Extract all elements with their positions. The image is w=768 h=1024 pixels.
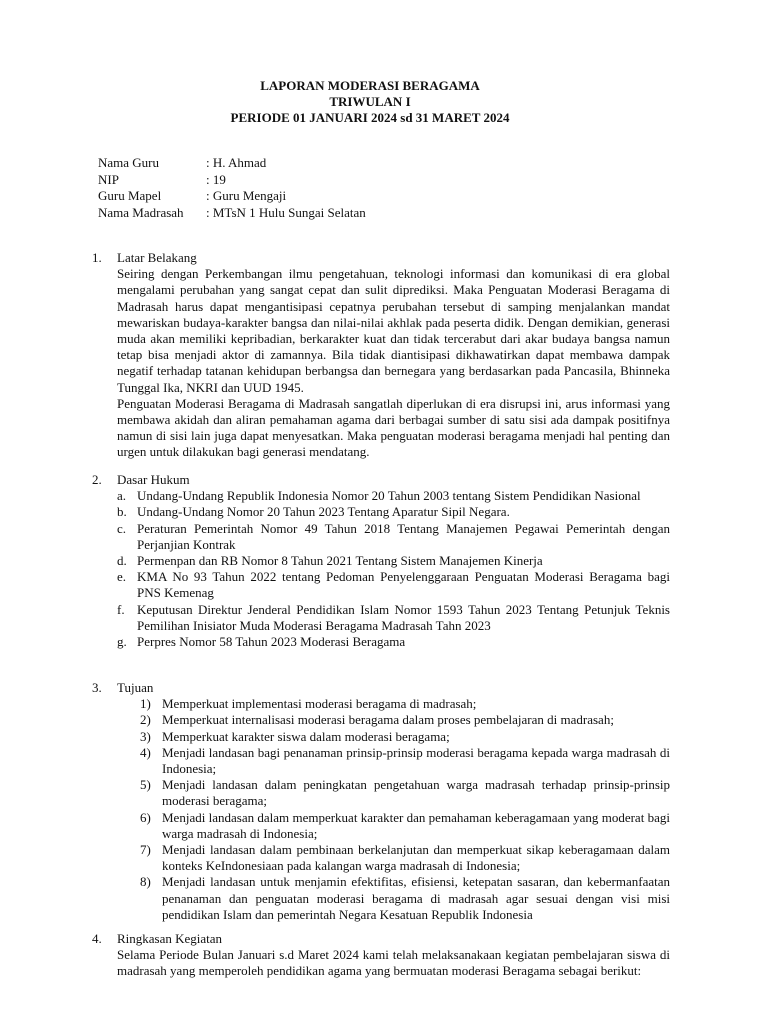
list-marker: a. xyxy=(117,488,127,504)
list-item xyxy=(117,553,670,569)
identity-label: Nama Madrasah xyxy=(98,204,184,220)
objectives-list xyxy=(140,696,670,923)
section-title: Ringkasan Kegiatan xyxy=(117,931,223,946)
list-item xyxy=(140,777,670,809)
section-number: 2. xyxy=(92,472,102,487)
list-item xyxy=(117,488,670,504)
section-heading xyxy=(92,472,670,488)
list-marker: 2) xyxy=(140,712,151,728)
title-line-3: PERIODE 01 JANUARI 2024 sd 31 MARET 2024 xyxy=(230,110,510,125)
list-text: Memperkuat karakter siswa dalam moderasi beragama; xyxy=(162,728,450,744)
list-item xyxy=(117,602,670,634)
list-item xyxy=(140,745,670,777)
list-text: Memperkuat implementasi moderasi beragama di madrasah; xyxy=(162,696,477,712)
title-line-2: TRIWULAN I xyxy=(329,94,411,109)
section-heading xyxy=(92,250,670,266)
report-title xyxy=(0,78,740,126)
list-text: Menjadi landasan dalam peningkatan pengetahuan warga madrasah terhadap prinsip-prinsip moderasi beragama; xyxy=(162,777,670,809)
list-marker: 7) xyxy=(140,842,151,858)
list-marker: b. xyxy=(117,504,127,520)
paragraph: Selama Periode Bulan Januari s.d Maret 2024 kami telah melaksanakaan kegiatan pembelajaran siswa di madrasah yang memperoleh pendidikan agama yang bermuatan moderasi Beragama sebagai berikut: xyxy=(117,947,670,979)
list-item xyxy=(140,874,670,923)
list-text: Undang-Undang Republik Indonesia Nomor 20 Tahun 2003 tentang Sistem Pendidikan Nasional xyxy=(137,488,641,504)
identity-row xyxy=(98,205,366,222)
list-text: Perpres Nomor 58 Tahun 2023 Moderasi Beragama xyxy=(137,634,406,650)
identity-value: : H. Ahmad xyxy=(206,155,267,170)
list-marker: g. xyxy=(117,634,127,650)
section-dasar-hukum xyxy=(92,472,670,650)
list-item xyxy=(140,842,670,874)
section-number: 4. xyxy=(92,931,102,946)
identity-block xyxy=(98,155,366,221)
list-item xyxy=(117,634,670,650)
identity-row xyxy=(98,188,366,205)
list-marker: 1) xyxy=(140,696,151,712)
list-item xyxy=(140,729,670,745)
section-title: Latar Belakang xyxy=(117,250,197,265)
list-text: Menjadi landasan untuk menjamin efektifitas, efisiensi, ketepatan sasaran, dan kebermanfaatan penanaman dan penguatan moderasi beragama di madrasah agar sesuai dengan visi misi pendidikan Islam dan pemerintah Negara Kesatuan Republik Indonesia xyxy=(162,874,670,922)
list-item xyxy=(117,504,670,520)
list-marker: 8) xyxy=(140,874,151,890)
section-title: Dasar Hukum xyxy=(117,472,190,487)
list-text: Permenpan dan RB Nomor 8 Tahun 2021 Tentang Sistem Manajemen Kinerja xyxy=(137,553,543,569)
list-marker: 4) xyxy=(140,744,151,760)
list-text: Memperkuat internalisasi moderasi beragama dalam proses pembelajaran di madrasah; xyxy=(162,712,614,728)
identity-label: Nama Guru xyxy=(98,155,160,170)
list-marker: 5) xyxy=(140,777,151,793)
identity-label: NIP xyxy=(98,171,119,187)
section-number: 3. xyxy=(92,680,102,695)
section-tujuan xyxy=(92,680,670,923)
list-text: Undang-Undang Nomor 20 Tahun 2023 Tentang Aparatur Sipil Negara. xyxy=(137,504,510,520)
section-number: 1. xyxy=(92,250,102,265)
list-marker: f. xyxy=(117,601,125,617)
list-item xyxy=(140,696,670,712)
list-item xyxy=(140,712,670,728)
list-text: Menjadi landasan dalam pembinaan berkelanjutan dan memperkuat sikap keberagamaan dalam konteks KeIndonesiaan pada kalangan warga madrasah di Indonesia; xyxy=(162,842,670,874)
list-text: KMA No 93 Tahun 2022 tentang Pedoman Penyelenggaraan Penguatan Moderasi Beragama bagi PNS Kemenag xyxy=(137,569,670,601)
list-text: Menjadi landasan bagi penanaman prinsip-prinsip moderasi beragama kepada warga madrasah di Indonesia; xyxy=(162,744,670,777)
identity-label: Guru Mapel xyxy=(98,188,162,203)
list-item xyxy=(117,569,670,601)
paragraph: Seiring dengan Perkembangan ilmu pengetahuan, teknologi informasi dan komunikasi di era global mengalami perubahan yang sangat cepat dan sulit diprediksi. Maka Penguatan Moderasi Beragama di Madrasah harus dapat mengantisipasi cepatnya perubahan tersebut di samping menjalankan mandat mewariskan budaya-karakter bangsa dan nilai-nilai akhlak pada peserta didik. Dengan demikian, generasi muda akan memiliki kepribadian, berkarakter kuat dan tidak tercerabut dari akar budaya bangsa namun tetap bisa menjadi aktor di zamannya. Bila tidak diantisipasi dikhawatirkan dapat membawa dampak negatif terhadap tatanan kehidupan berbangsa dan bernegara yang berdasarkan pada Pancasila, Bhinneka Tunggal Ika, NKRI dan UUD 1945. xyxy=(117,266,670,395)
section-ringkasan-kegiatan xyxy=(92,931,670,980)
legal-basis-list xyxy=(117,488,670,650)
paragraph: Penguatan Moderasi Beragama di Madrasah sangatlah diperlukan di era disrupsi ini, arus informasi yang membawa akidah dan aliran pemahaman agama dari berbagai sumber di satu sisi ada dampak positifnya namun di sisi lain juga dapat menyesatkan. Maka penguatan moderasi beragama menjadi hal penting dan urgen untuk dilakukan bagi generasi mendatang. xyxy=(117,395,670,460)
section-title: Tujuan xyxy=(117,680,154,695)
list-marker: 6) xyxy=(140,809,151,825)
section-heading xyxy=(92,931,670,947)
list-text: Menjadi landasan dalam memperkuat karakter dan pemahaman keberagamaan yang moderat bagi warga madrasah di Indonesia; xyxy=(162,809,670,841)
identity-value: : Guru Mengaji xyxy=(206,188,287,203)
list-text: Keputusan Direktur Jenderal Pendidikan Islam Nomor 1593 Tahun 2023 Tentang Petunjuk Teknis Pemilihan Inisiator Muda Moderasi Beragama Madrasah Tahn 2023 xyxy=(137,601,670,633)
list-marker: d. xyxy=(117,553,127,569)
list-marker: c. xyxy=(117,520,127,536)
section-heading xyxy=(92,680,670,696)
identity-value: : MTsN 1 Hulu Sungai Selatan xyxy=(206,204,366,220)
list-item xyxy=(117,521,670,553)
list-item xyxy=(140,810,670,842)
identity-row xyxy=(98,155,366,172)
list-marker: e. xyxy=(117,569,127,585)
identity-row xyxy=(98,172,366,189)
list-text: Peraturan Pemerintah Nomor 49 Tahun 2018 Tentang Manajemen Pegawai Pemerintah dengan Perjanjian Kontrak xyxy=(137,520,670,552)
identity-value: : 19 xyxy=(206,171,226,187)
section-latar-belakang xyxy=(92,250,670,461)
title-line-1: LAPORAN MODERASI BERAGAMA xyxy=(260,78,480,93)
list-marker: 3) xyxy=(140,728,151,744)
